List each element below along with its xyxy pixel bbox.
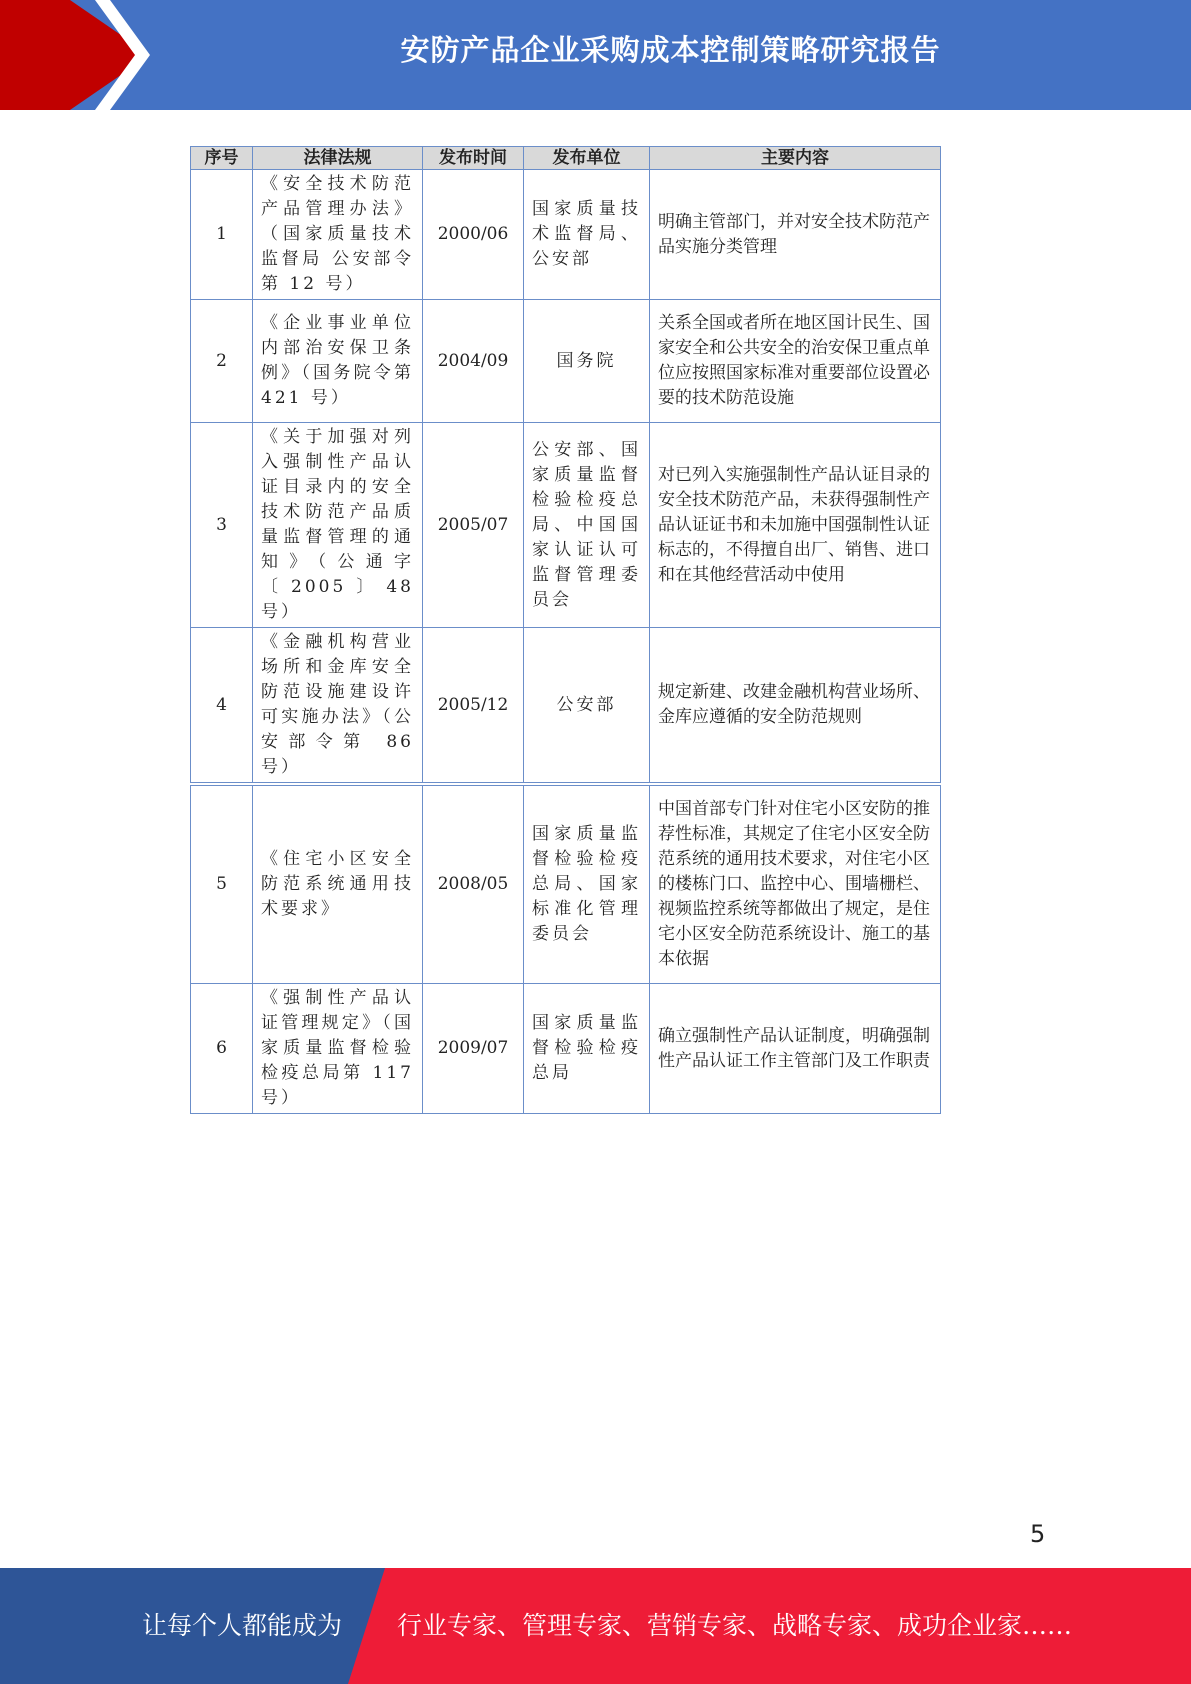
row-unit: 国务院	[524, 300, 650, 423]
regulations-table-part-2	[190, 785, 941, 1114]
row-date: 2008/05	[423, 786, 524, 984]
row-law: 《强制性产品认证管理规定》（国家质量监督检验检疫总局第 117 号）	[253, 984, 423, 1114]
table-row	[191, 423, 941, 628]
table-row	[191, 170, 941, 300]
footer-slogan-right: 行业专家、管理专家、营销专家、战略专家、成功企业家……	[397, 1611, 1073, 1640]
row-no: 5	[191, 786, 253, 984]
footer-slogan-left: 让每个人都能成为	[142, 1611, 343, 1640]
row-no: 6	[191, 984, 253, 1114]
header-law: 法律法规	[253, 147, 423, 170]
row-date: 2000/06	[423, 170, 524, 300]
page-header	[0, 0, 1191, 110]
table-row	[191, 786, 941, 984]
header-no: 序号	[191, 147, 253, 170]
row-date: 2005/07	[423, 423, 524, 628]
row-unit: 国家质量技术监督局、公安部	[524, 170, 650, 300]
row-law: 《关于加强对列入强制性产品认证目录内的安全技术防范产品质量监督管理的通知》（公通字〔2005〕48 号）	[253, 423, 423, 628]
row-unit: 公安部、国家质量监督检验检疫总局、中国国家认证认可监督管理委员会	[524, 423, 650, 628]
page-number: 5	[1030, 1520, 1046, 1548]
row-no: 3	[191, 423, 253, 628]
table-row	[191, 984, 941, 1114]
row-unit: 国家质量监督检验检疫总局	[524, 984, 650, 1114]
row-content: 中国首部专门针对住宅小区安防的推荐性标准，其规定了住宅小区安全防范系统的通用技术要求，对住宅小区的楼栋门口、监控中心、围墙栅栏、视频监控系统等都做出了规定，是住宅小区安全防范系统设计、施工的基本依据	[650, 786, 941, 984]
document-title: 安防产品企业采购成本控制策略研究报告	[400, 33, 941, 67]
table-row	[191, 628, 941, 783]
page-footer	[0, 1568, 1191, 1684]
header-unit: 发布单位	[524, 147, 650, 170]
row-law: 《金融机构营业场所和金库安全防范设施建设许可实施办法》（公安部令第 86 号）	[253, 628, 423, 783]
table-row	[191, 300, 941, 423]
row-date: 2009/07	[423, 984, 524, 1114]
row-content: 关系全国或者所在地区国计民生、国家安全和公共安全的治安保卫重点单位应按照国家标准对重要部位设置必要的技术防范设施	[650, 300, 941, 423]
row-content: 对已列入实施强制性产品认证目录的安全技术防范产品，未获得强制性产品认证证书和未加施中国强制性认证标志的，不得擅自出厂、销售、进口和在其他经营活动中使用	[650, 423, 941, 628]
row-no: 2	[191, 300, 253, 423]
row-law: 《安全技术防范产品管理办法》（国家质量技术监督局 公安部令第 12 号）	[253, 170, 423, 300]
row-content: 确立强制性产品认证制度，明确强制性产品认证工作主管部门及工作职责	[650, 984, 941, 1114]
row-law: 《住宅小区安全防范系统通用技术要求》	[253, 786, 423, 984]
row-unit: 公安部	[524, 628, 650, 783]
row-date: 2005/12	[423, 628, 524, 783]
regulations-table-part-1	[190, 146, 941, 783]
row-no: 1	[191, 170, 253, 300]
header-content: 主要内容	[650, 147, 941, 170]
row-content: 明确主管部门，并对安全技术防范产品实施分类管理	[650, 170, 941, 300]
row-content: 规定新建、改建金融机构营业场所、金库应遵循的安全防范规则	[650, 628, 941, 783]
row-law: 《企业事业单位内部治安保卫条例》（国务院令第 421 号）	[253, 300, 423, 423]
row-unit: 国家质量监督检验检疫总局、国家标准化管理委员会	[524, 786, 650, 984]
row-no: 4	[191, 628, 253, 783]
row-date: 2004/09	[423, 300, 524, 423]
table-header-row	[191, 147, 941, 170]
header-date: 发布时间	[423, 147, 524, 170]
